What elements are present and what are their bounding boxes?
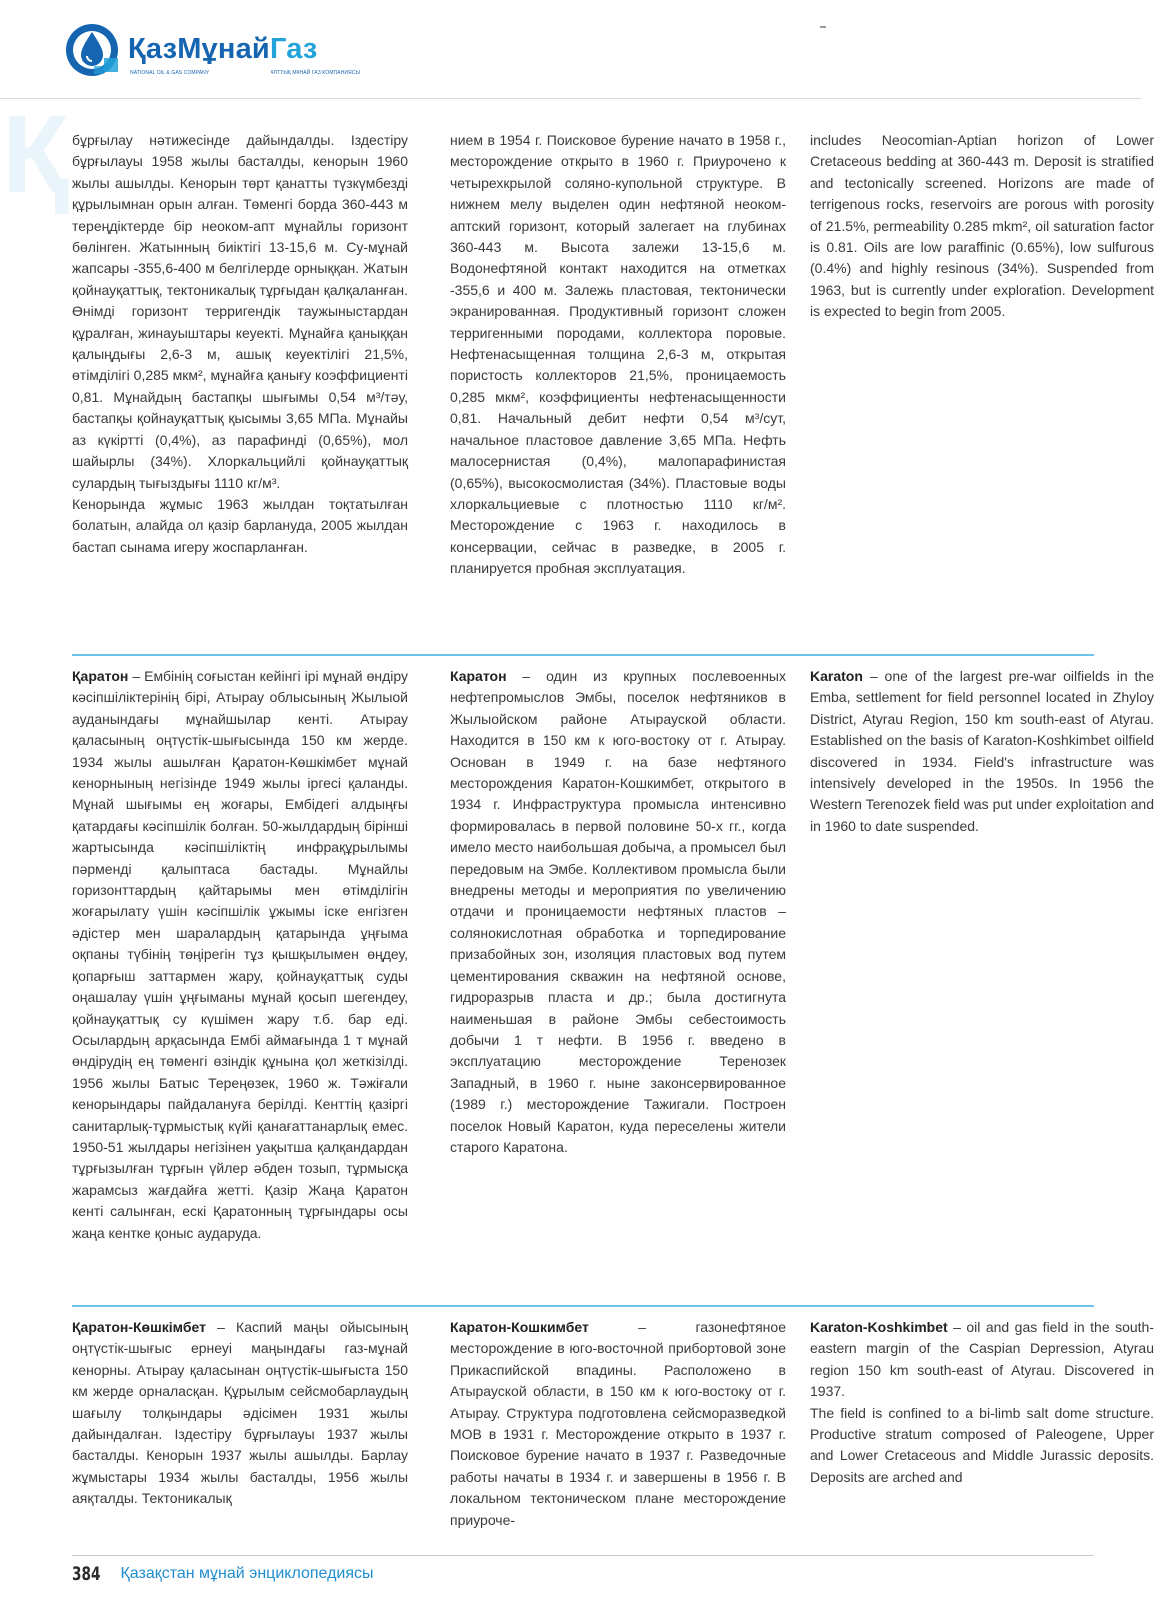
brand-subtitle-kz: ҰЛТТЫҚ МҰНАЙ ГАЗ КОМПАНИЯСЫ xyxy=(270,70,360,76)
column-russian xyxy=(450,666,786,1158)
column-english xyxy=(810,1317,1154,1488)
entry-paragraph xyxy=(450,1317,786,1531)
paragraph: бұрғылау нәтижесінде дайындалды. Іздестіру бұрғылауы 1958 жылы басталды, кенорын 1960 жылы ашылды. Кенорын төрт қанатты түзкүмбезді құрылымнан орын алған. Төменгі борда 360-443 м тереңдіктерде бір неоком-апт мұнайлы горизонт бөлінген. Жатынның биіктігі 13-15,6 м. Су-мұнай жапсары -355,6-400 м белгілерде орныққан. Жатын қойнауқаттық, тектоникалық тұрғыдан қалқаланған. Өнімді горизонт терригендік таужыныстардан құралған, жинауыштары кеуекті. Мұнайға қаныққан қалыңдығы 2,6-3 м, ашық кеуектілігі 21,5%, өтімділігі 0,285 мкм², мұнайға қанығу коэффициенті 0,81. Мұнайдың бастапқы шығымы 0,54 м³/тәу, бастапқы қойнауқаттық қысымы 3,65 МПа. Мұнайы аз күкіртті (0,4%), аз парафинді (0,65%), мол шайырлы (34%). Хлоркальцийлі қойнауқаттық сулардың тығыздығы 1110 кг/м³. xyxy=(72,132,408,491)
kazmunaigas-logo-icon xyxy=(64,22,120,78)
entry-paragraph xyxy=(810,666,1154,837)
publication-title: Қазақстан мұнай энциклопедиясы xyxy=(120,1565,374,1582)
entry-paragraph xyxy=(72,1317,408,1510)
entry-paragraph xyxy=(810,1317,1154,1403)
entry-term: Karaton-Koshkimbet xyxy=(810,1319,948,1335)
column-russian xyxy=(450,130,786,580)
page-number: 384 xyxy=(72,1563,101,1585)
entry-text: – Ембінің соғыстан кейінгі ірі мұнай өндіру кәсіпшіліктерінің бірі, Атырау облысының Жылыой ауданындағы мұнайшылар кенті. Атырау қаласының оңтүстік-шығысында 150 км жерде. 1934 жылы ашылған Қаратон-Көшкімбет мұнай кенорнының негізінде 1949 жылы іргесі қаланды. Мұнай шығымы ең жоғары, Ембідегі алдыңғы қатардағы кәсіпшілік болған. 50-жылдардың бірінші жартысында кәсіпшіліктің инфрақұрылымы пәрменді қалыптаса бастады. Мұнайлы горизонттардың қайтарымы мен өтімділігін жоғарылату үшін кәсіпшілік ұжымы іске енгізген әдістер мен шаралардың қатарында ұңғыма оқпаны түбінің төңірегін тұз қышқылымен өңдеу, қопарғыш заттармен жару, қойнауқаттық суды оңашалау үшін ұңғыманы мұнай қосып шегендеу, қойнауқаттық су күшімен жару т.б. бар еді. Осылардың арқасында Ембі аймағында 1 т мұнай өндірудің ең төменгі өзіндік құнына қол жеткізілді. 1956 жылы Батыс Тереңөзек, 1960 ж. Тәжіғали кенорындары пайдалануға берілді. Кенттің қазіргі санитарлық-тұрмыстық күйі қанағаттанарлық емес. 1950-51 жылдары негізінен уақытша қалқандардан тұрғызылған тұрғын үйлер әбден тозып, тұрмысқа жарамсыз жағдайға жетті. Қазір Жаңа Қаратон кенті салынған, ескі Қаратонның тұрғындары осы жаңа кентке қоныс аударуда. xyxy=(72,668,408,1241)
section-karaton-koshkimbet xyxy=(72,1317,1154,1555)
entry-paragraph xyxy=(72,666,408,1244)
column-russian xyxy=(450,1317,786,1531)
entry-term: Каратон xyxy=(450,668,507,684)
footer-divider xyxy=(72,1555,1094,1556)
corner-mark xyxy=(820,26,826,28)
column-english xyxy=(810,666,1154,837)
section-karaton xyxy=(72,666,1154,1292)
page-footer xyxy=(72,1563,374,1593)
entry-term: Каратон-Кошкимбет xyxy=(450,1319,589,1335)
column-kazakh xyxy=(72,666,408,1244)
paragraph: includes Neocomian-Aptian horizon of Lower Cretaceous bedding at 360-443 m. Deposit is stratified and tectonically screened. Horizons are made of terrigenous rocks, reservoirs are porous with porosity of 21.5%, permeability 0.285 mkm², oil saturation factor is 0.81. Oils are low paraffinic (0.65%), low sulfurous (0.4%) and highly resinous (34%). Suspended from 1963, but is currently under exploration. Development is expected to begin from 2005. xyxy=(810,132,1154,320)
entry-term: Қаратон-Көшкімбет xyxy=(72,1319,206,1335)
paragraph: The field is confined to a bi-limb salt dome structure. Productive stratum composed of Paleogene, Upper and Lower Cretaceous and Middle Jurassic deposits. Deposits are arched and xyxy=(810,1404,1154,1485)
entry-term: Karaton xyxy=(810,668,863,684)
entry-text: – один из крупных послевоенных нефтепромыслов Эмбы, поселок нефтяников в Жылыойском районе Атырауской области. Находится в 150 км к юго-востоку от г. Атырау. Основан в 1949 г. на базе нефтяного месторождения Каратон-Кошкимбет, открытого в 1934 г. Инфраструктура промысла интенсивно формировалась в первой половине 50-х гг., когда имело место наибольшая добыча, а промысел был передовым на Эмбе. Коллективом промысла были внедрены методы и мероприятия по увеличению отдачи и проницаемости нефтяных пластов – солянокислотная обработка и торпедирование призабойных зон, изоляция пластовых вод путем цементирования скважин на нефтяной основе, гидроразрыв пласта и др.; была достигнута наименьшая в районе Эмбы себестоимость добычи 1 т нефти. В 1956 г. введено в эксплуатацию месторождение Теренозек Западный, в 1960 г. ныне законсервированное (1989 г.) месторождение Тажигали. Построен поселок Новый Каратон, куда переселены жители старого Каратона. xyxy=(450,668,786,1155)
entry-text: – oil and gas field in the south-eastern margin of the Caspian Depression, Atyrau region 150 km south-east of Atyrau. Discovered in 1937. xyxy=(810,1319,1154,1400)
brand-name: ҚазМұнайГаз xyxy=(128,33,318,65)
page-header xyxy=(0,0,1141,99)
entry-text: – газонефтяное месторождение в юго-восточной прибортовой зоне Прикаспийской впадины. Расположено в Атырауской области, в 150 км к юго-востоку от г. Атырау. Структура подготовлена сейсморазведкой МОВ в 1931 г. Месторождение открыто в 1937 г. Поисковое бурение начато в 1937 г. Разведочные работы начаты в 1934 г. и завершены в 1956 г. В локальном тектоническом плане месторождение приуроче- xyxy=(450,1319,786,1528)
brand-subtitle-en: NATIONAL OIL & GAS COMPANY xyxy=(130,70,210,76)
entry-term: Қаратон xyxy=(72,668,129,684)
entry-text: – Каспий маңы ойысының оңтүстік-шығыс ернеуі маңындағы газ-мұнай кенорны. Атырау қаласынан оңтүстік-шығыста 150 км жерде орналасқан. Құрылым сейсмобарлаудың шағылу толқындары әдісімен 1931 жылы дайындалған. Іздестіру бұрғылауы 1937 жылы басталды. Кенорын 1937 жылы ашылды. Барлау жұмыстары 1934 жылы басталды, 1956 жылы аяқталды. Тектоникалық xyxy=(72,1319,408,1507)
column-kazakh xyxy=(72,1317,408,1510)
column-english xyxy=(810,130,1154,323)
section-divider xyxy=(72,1305,1094,1307)
paragraph: Кенорында жұмыс 1963 жылдан тоқтатылған болатын, алайда ол қазір барлануда, 2005 жылдан бастап сынама игеру жоспарланған. xyxy=(72,495,408,555)
entry-text: – one of the largest pre-war oilfields in the Emba, settlement for field personnel located in Zhyloy District, Atyrau Region, 150 km south-east of Atyrau. Established on the basis of Karaton-Koshkimbet oilfield discovered in 1934. Field's infrastructure was intensively developed in the 1950s. In 1956 the Western Terenozek field was put under exploitation and in 1960 to date suspended. xyxy=(810,668,1154,834)
brand-subtitle xyxy=(130,70,360,76)
section-continuation xyxy=(72,130,1154,642)
watermark-letter: Қ xyxy=(2,93,70,216)
column-kazakh xyxy=(72,130,408,558)
section-divider xyxy=(72,654,1094,656)
paragraph: нием в 1954 г. Поисковое бурение начато в 1958 г., месторождение открыто в 1960 г. Приурочено к четырехкрылой соляно-купольной структуре. В нижнем мелу выделен один нефтяной неоком-аптский горизонт, который залегает на глубинах 360-443 м. Высота залежи 13-15,6 м. Водонефтяной контакт находится на отметках -355,6 и 400 м. Залежь пластовая, тектонически экранированная. Продуктивный горизонт сложен терригенными породами, коллектора поровые. Нефтенасыщенная толщина 2,6-3 м, открытая пористость коллекторов 21,5%, проницаемость 0,285 мкм², коэффициенты нефтенасыщенности 0,81. Начальный дебит нефти 0,54 м³/сут, начальное пластовое давление 3,65 МПа. Нефть малосернистая (0,4%), малопарафинистая (0,65%), высокосмолистая (34%). Пластовые воды хлоркальциевые с плотностью 1110 кг/м². Месторождение с 1963 г. находилось в консервации, сейчас в разведке, в 2005 г. планируется пробная эксплуатация. xyxy=(450,132,786,577)
entry-paragraph xyxy=(450,666,786,1158)
